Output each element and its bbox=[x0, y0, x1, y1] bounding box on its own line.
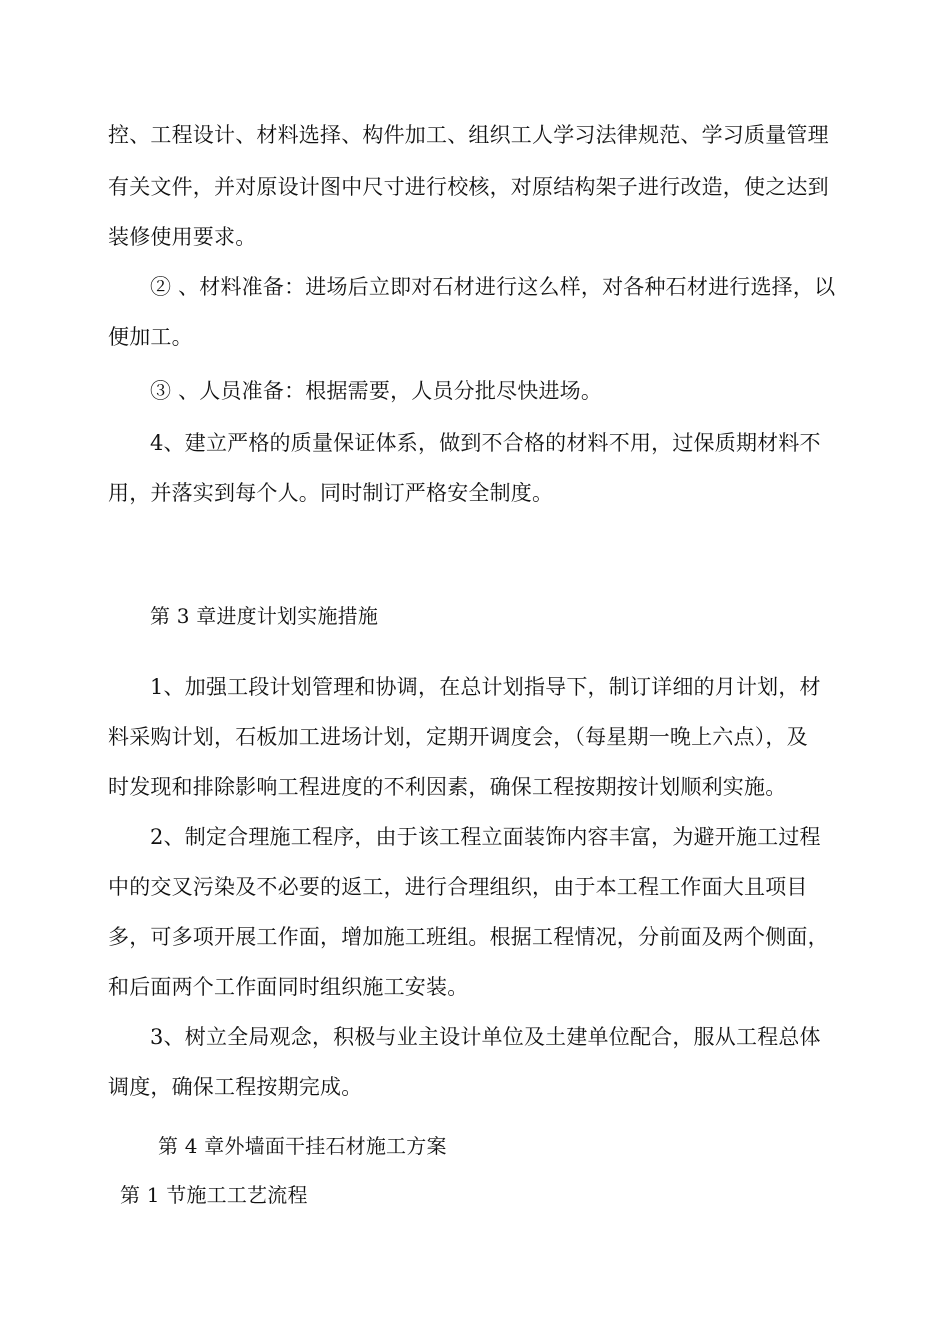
chapter-heading: 第 4 章外墙面干挂石材施工方案 bbox=[158, 1134, 447, 1158]
paragraph-line: 4、建立严格的质量保证体系，做到不合格的材料不用，过保质期材料不 bbox=[150, 431, 821, 455]
paragraph-line: 有关文件，并对原设计图中尺寸进行校核，对原结构架子进行改造，使之达到 bbox=[108, 175, 829, 199]
paragraph-line: ② 、材料准备：进场后立即对石材进行这么样，对各种石材进行选择，以 bbox=[150, 275, 836, 299]
paragraph-line: 用，并落实到每个人。同时制订严格安全制度。 bbox=[108, 481, 554, 505]
paragraph-line: 3、树立全局观念，积极与业主设计单位及土建单位配合，服从工程总体 bbox=[150, 1025, 821, 1049]
paragraph-line: 装修使用要求。 bbox=[108, 225, 257, 249]
paragraph-line: 料采购计划，石板加工进场计划，定期开调度会，（每星期一晚上六点），及 bbox=[108, 725, 808, 749]
paragraph-line: 时发现和排除影响工程进度的不利因素，确保工程按期按计划顺利实施。 bbox=[108, 775, 787, 799]
paragraph-line: ③ 、人员准备：根据需要，人员分批尽快进场。 bbox=[150, 379, 603, 403]
paragraph-line: 便加工。 bbox=[108, 325, 193, 349]
section-heading: 第 1 节施工工艺流程 bbox=[120, 1183, 308, 1207]
paragraph-line: 1、加强工段计划管理和协调，在总计划指导下，制订详细的月计划，材 bbox=[150, 675, 821, 699]
paragraph-line: 多，可多项开展工作面，增加施工班组。根据工程情况，分前面及两个侧面， bbox=[108, 925, 829, 949]
paragraph-line: 和后面两个工作面同时组织施工安装。 bbox=[108, 975, 469, 999]
paragraph-line: 2、制定合理施工程序，由于该工程立面装饰内容丰富，为避开施工过程 bbox=[150, 825, 821, 849]
paragraph-line: 调度，确保工程按期完成。 bbox=[108, 1075, 363, 1099]
chapter-heading: 第 3 章进度计划实施措施 bbox=[150, 604, 379, 628]
paragraph-line: 控、工程设计、材料选择、构件加工、组织工人学习法律规范、学习质量管理 bbox=[108, 123, 829, 147]
paragraph-line: 中的交叉污染及不必要的返工，进行合理组织，由于本工程工作面大且项目 bbox=[108, 875, 808, 899]
